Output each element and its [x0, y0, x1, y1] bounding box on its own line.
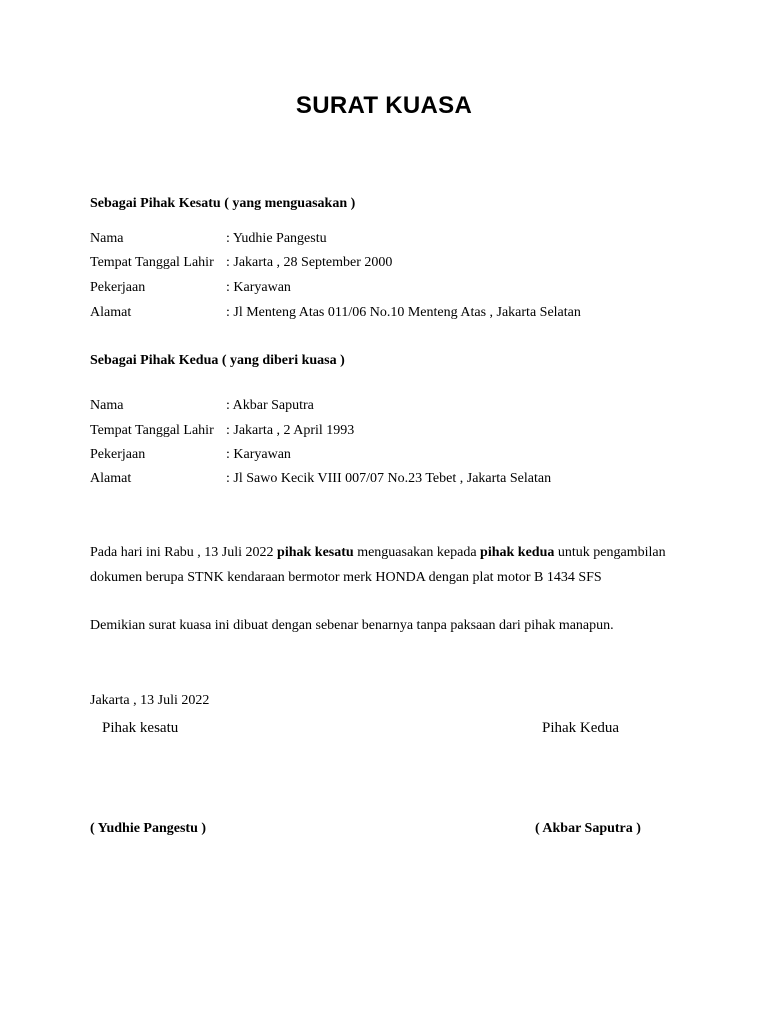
first-party-job-value: : Karyawan [226, 280, 291, 295]
first-party-job-label: Pekerjaan [90, 280, 146, 295]
body-text: Pada hari ini Rabu , 13 Juli 2022 [90, 545, 278, 560]
second-party-birth-value: : Jakarta , 2 April 1993 [226, 423, 355, 438]
body-text: untuk pengambilan [554, 545, 666, 560]
body-text: menguasakan kepada [353, 545, 481, 560]
second-party-heading: Sebagai Pihak Kedua ( yang diberi kuasa ) [90, 353, 345, 368]
body-bold-first-party: pihak kesatu [277, 545, 354, 560]
first-party-name-value: : Yudhie Pangestu [226, 231, 327, 246]
first-party-heading: Sebagai Pihak Kesatu ( yang menguasakan ) [90, 196, 356, 211]
second-party-address-label: Alamat [90, 471, 132, 486]
first-party-address-value: : Jl Menteng Atas 011/06 No.10 Menteng Atas , Jakarta Selatan [226, 305, 581, 320]
body-bold-second-party: pihak kedua [480, 545, 555, 560]
document-title: SURAT KUASA [295, 92, 473, 119]
second-party-signature-label: Pihak Kedua [542, 720, 620, 736]
body-paragraph-line-2: dokumen berupa STNK kendaraan bermotor merk HONDA dengan plat motor B 1434 SFS [90, 570, 602, 585]
second-party-birth-label: Tempat Tanggal Lahir [90, 423, 214, 438]
second-party-job-value: : Karyawan [226, 447, 291, 462]
place-date: Jakarta , 13 Juli 2022 [90, 693, 210, 708]
first-party-name-label: Nama [90, 231, 124, 246]
second-party-job-label: Pekerjaan [90, 447, 146, 462]
first-party-birth-label: Tempat Tanggal Lahir [90, 255, 214, 270]
second-party-name-value: : Akbar Saputra [226, 398, 314, 413]
body-paragraph-line-1 [90, 545, 666, 561]
closing-statement: Demikian surat kuasa ini dibuat dengan sebenar benarnya tanpa paksaan dari pihak manapun. [90, 618, 614, 633]
second-party-signature-name: ( Akbar Saputra ) [535, 821, 641, 836]
first-party-signature-name: ( Yudhie Pangestu ) [90, 821, 207, 836]
second-party-address-value: : Jl Sawo Kecik VIII 007/07 No.23 Tebet , Jakarta Selatan [226, 471, 552, 486]
second-party-name-label: Nama [90, 398, 124, 413]
first-party-signature-label: Pihak kesatu [102, 720, 179, 736]
first-party-address-label: Alamat [90, 305, 132, 320]
first-party-birth-value: : Jakarta , 28 September 2000 [226, 255, 393, 270]
